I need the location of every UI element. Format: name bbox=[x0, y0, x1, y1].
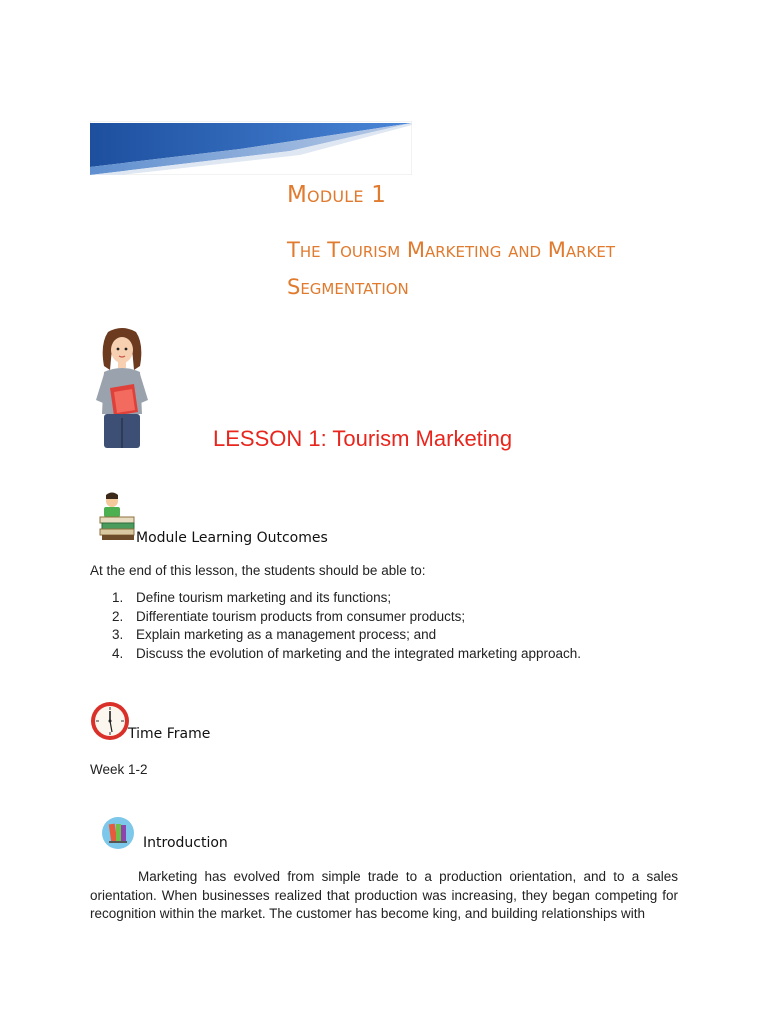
banner-graphic bbox=[90, 121, 412, 175]
list-text: Explain marketing as a management process; and bbox=[136, 627, 437, 642]
list-number: 1. bbox=[112, 590, 124, 605]
clock-icon bbox=[90, 697, 132, 743]
list-text: Define tourism marketing and its functions; bbox=[136, 590, 392, 605]
module-title: Module 1 bbox=[287, 182, 387, 208]
books-icon bbox=[98, 491, 136, 541]
list-number: 3. bbox=[112, 627, 124, 642]
books-circle-icon bbox=[101, 816, 135, 850]
lesson-title: LESSON 1: Tourism Marketing bbox=[213, 426, 513, 451]
list-item bbox=[90, 645, 581, 664]
list-text: Differentiate tourism products from consumer products; bbox=[136, 608, 466, 624]
list-item bbox=[90, 608, 581, 627]
introduction-paragraph: Marketing has evolved from simple trade to a production orientation, and to a sales orientation. When businesses realized that production was increasing, they began competing for recognition within the market. The customer has become king, and building relationships with bbox=[90, 869, 678, 921]
outcomes-list bbox=[90, 589, 581, 663]
outcomes-intro: At the end of this lesson, the students should be able to: bbox=[90, 563, 426, 578]
introduction-heading: Introduction bbox=[143, 835, 228, 851]
teacher-illustration bbox=[92, 326, 152, 450]
list-item bbox=[90, 626, 581, 645]
list-number: 4. bbox=[112, 645, 124, 661]
time-frame-value: Week 1-2 bbox=[90, 762, 148, 777]
list-text: Discuss the evolution of marketing and the integrated marketing approach. bbox=[136, 645, 582, 661]
list-number: 2. bbox=[112, 608, 124, 624]
time-frame-heading: Time Frame bbox=[128, 726, 211, 742]
outcomes-heading: Module Learning Outcomes bbox=[136, 530, 328, 546]
list-item bbox=[90, 589, 581, 608]
module-subtitle: The Tourism Marketing and Market Segmentation bbox=[287, 238, 616, 299]
